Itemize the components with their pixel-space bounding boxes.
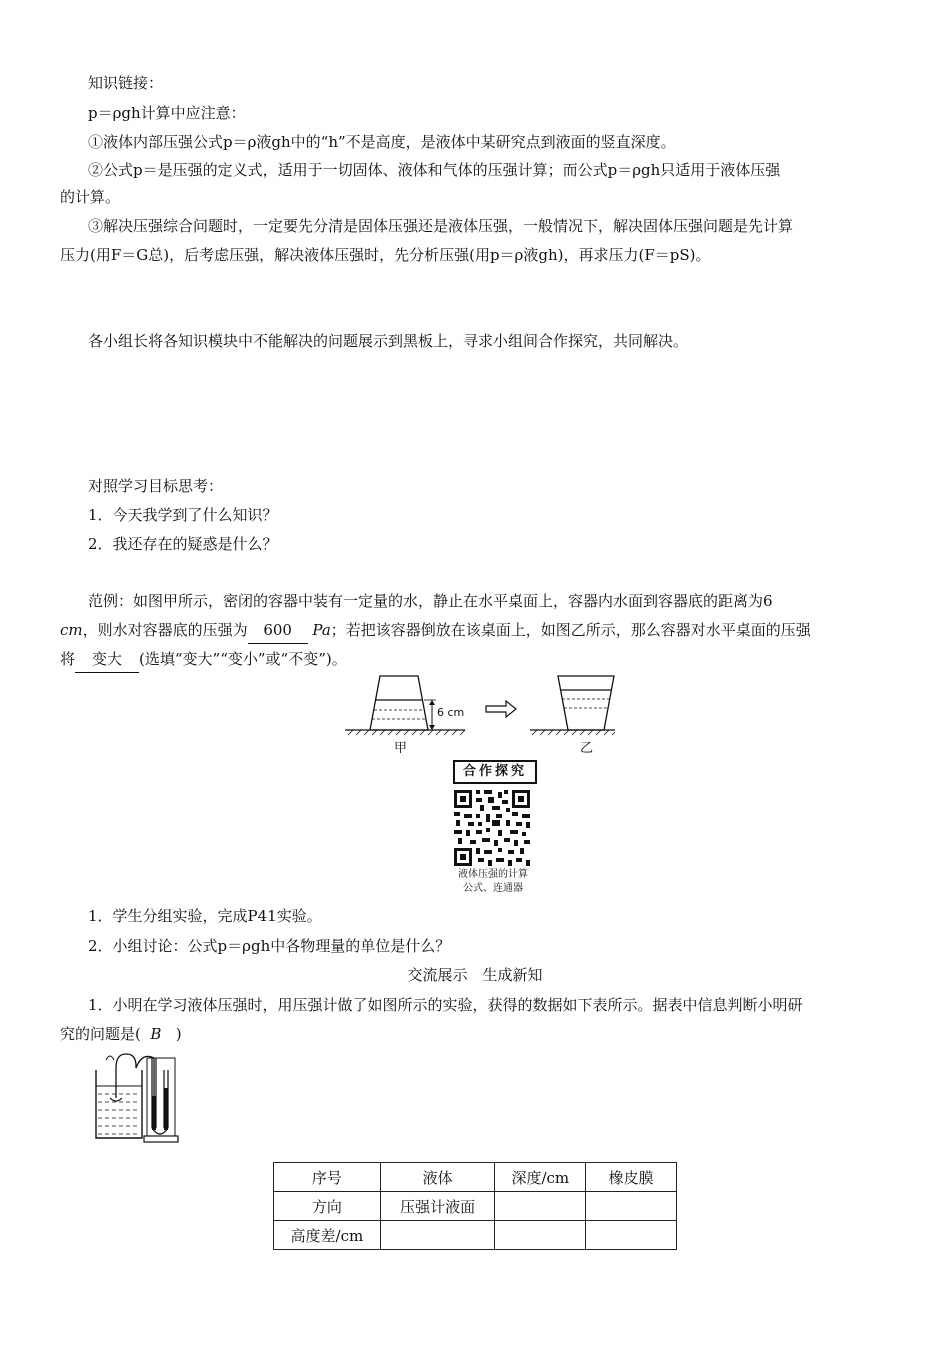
example-line-2 [60, 617, 868, 644]
table-cell: 方向 [274, 1192, 381, 1221]
qr-caption-2: 公式、连通器 [463, 883, 523, 894]
knowledge-item-1: ①液体内部压强公式p＝ρ液gh中的“h”不是高度，是液体中某研究点到液面的竖直深度。 [88, 133, 676, 151]
unit-pa: Pa [312, 621, 331, 639]
coop-banner [453, 760, 537, 784]
example-line-3-post: (选填“变大”“变小”或“不变”)。 [139, 650, 347, 668]
question-line-2-pre: 究的问题是( [60, 1025, 141, 1043]
container-figure [340, 672, 620, 760]
question-line-2 [60, 1021, 868, 1047]
qr-caption [420, 868, 566, 896]
knowledge-item-3b: 压力(用F＝G总)，后考虑压强，解决液体压强时，先分析压强(用p＝ρ液gh)，再求压力(F＝pS)。 [60, 246, 711, 264]
table-cell [495, 1192, 586, 1221]
table-row [274, 1221, 677, 1250]
beaker [96, 1070, 142, 1138]
question-answer: B [150, 1025, 162, 1043]
table-cell: 液体 [380, 1163, 495, 1192]
reflect-heading: 对照学习目标思考： [88, 477, 224, 495]
table-cell: 压强计液面 [380, 1192, 495, 1221]
qr-caption-1: 液体压强的计算 [458, 869, 528, 880]
table-cell: 橡皮膜 [586, 1163, 677, 1192]
transform-arrow [486, 701, 516, 717]
table-cell: 序号 [274, 1163, 381, 1192]
knowledge-item-2a: ②公式p＝是压强的定义式，适用于一切固体、液体和气体的压强计算；而公式p＝ρgh只适用于液体压强 [88, 161, 781, 179]
label-jia: 甲 [394, 741, 408, 756]
pressure-gauge-figure [92, 1050, 184, 1145]
question-line-1: 1．小明在学习液体压强时，用压强计做了如图所示的实验，获得的数据如下表所示。据表中信息判断小明研 [88, 996, 803, 1014]
table-cell [495, 1221, 586, 1250]
table-cell: 深度/cm [495, 1163, 586, 1192]
data-table [273, 1162, 677, 1250]
task-1: 1．学生分组实验，完成P41实验。 [88, 907, 322, 925]
example-line-2-mid: ，则水对容器底的压强为 [82, 621, 248, 639]
group-note: 各小组长将各知识模块中不能解决的问题展示到黑板上，寻求小组间合作探究，共同解决。 [88, 332, 689, 350]
reflect-q2: 2．我还存在的疑惑是什么？ [88, 535, 278, 553]
table-cell [586, 1221, 677, 1250]
answer-blank-1: 600 [248, 617, 308, 644]
label-yi: 乙 [580, 741, 594, 756]
table-cell [586, 1192, 677, 1221]
example-line-1: 范例：如图甲所示，密闭的容器中装有一定量的水，静止在水平桌面上，容器内水面到容器底的距离为6 [88, 592, 773, 610]
u-tube [144, 1058, 178, 1142]
table-row [274, 1163, 677, 1192]
knowledge-item-3a: ③解决压强综合问题时，一定要先分清是固体压强还是液体压强，一般情况下，解决固体压强问题是先计算 [88, 217, 794, 235]
reflect-q1: 1．今天我学到了什么知识？ [88, 506, 278, 524]
knowledge-intro: p＝ρgh计算中应注意： [88, 104, 246, 122]
ground-right [530, 730, 615, 735]
qr-code[interactable] [452, 788, 532, 868]
unit-cm: cm [60, 621, 83, 639]
ground-left [345, 730, 465, 735]
example-line-2-post: ；若把该容器倒放在该桌面上，如图乙所示，那么容器对水平桌面的压强 [330, 621, 811, 639]
example-line-3 [60, 646, 868, 673]
container-yi [558, 676, 614, 730]
depth-label: 6 cm [437, 706, 465, 719]
answer-blank-2: 变大 [75, 646, 139, 673]
knowledge-heading: 知识链接： [88, 74, 164, 92]
knowledge-item-2b: 的计算。 [60, 188, 121, 206]
table-row [274, 1192, 677, 1221]
container-jia [370, 676, 428, 730]
section-title: 交流展示 生成新知 [407, 966, 543, 984]
table-cell: 高度差/cm [274, 1221, 381, 1250]
example-line-3-pre: 将 [60, 650, 76, 668]
table-cell [380, 1221, 495, 1250]
question-line-2-post: ) [175, 1025, 182, 1043]
coop-banner-text: 合作探究 [462, 764, 527, 779]
task-2: 2．小组讨论：公式p＝ρgh中各物理量的单位是什么？ [88, 937, 451, 955]
